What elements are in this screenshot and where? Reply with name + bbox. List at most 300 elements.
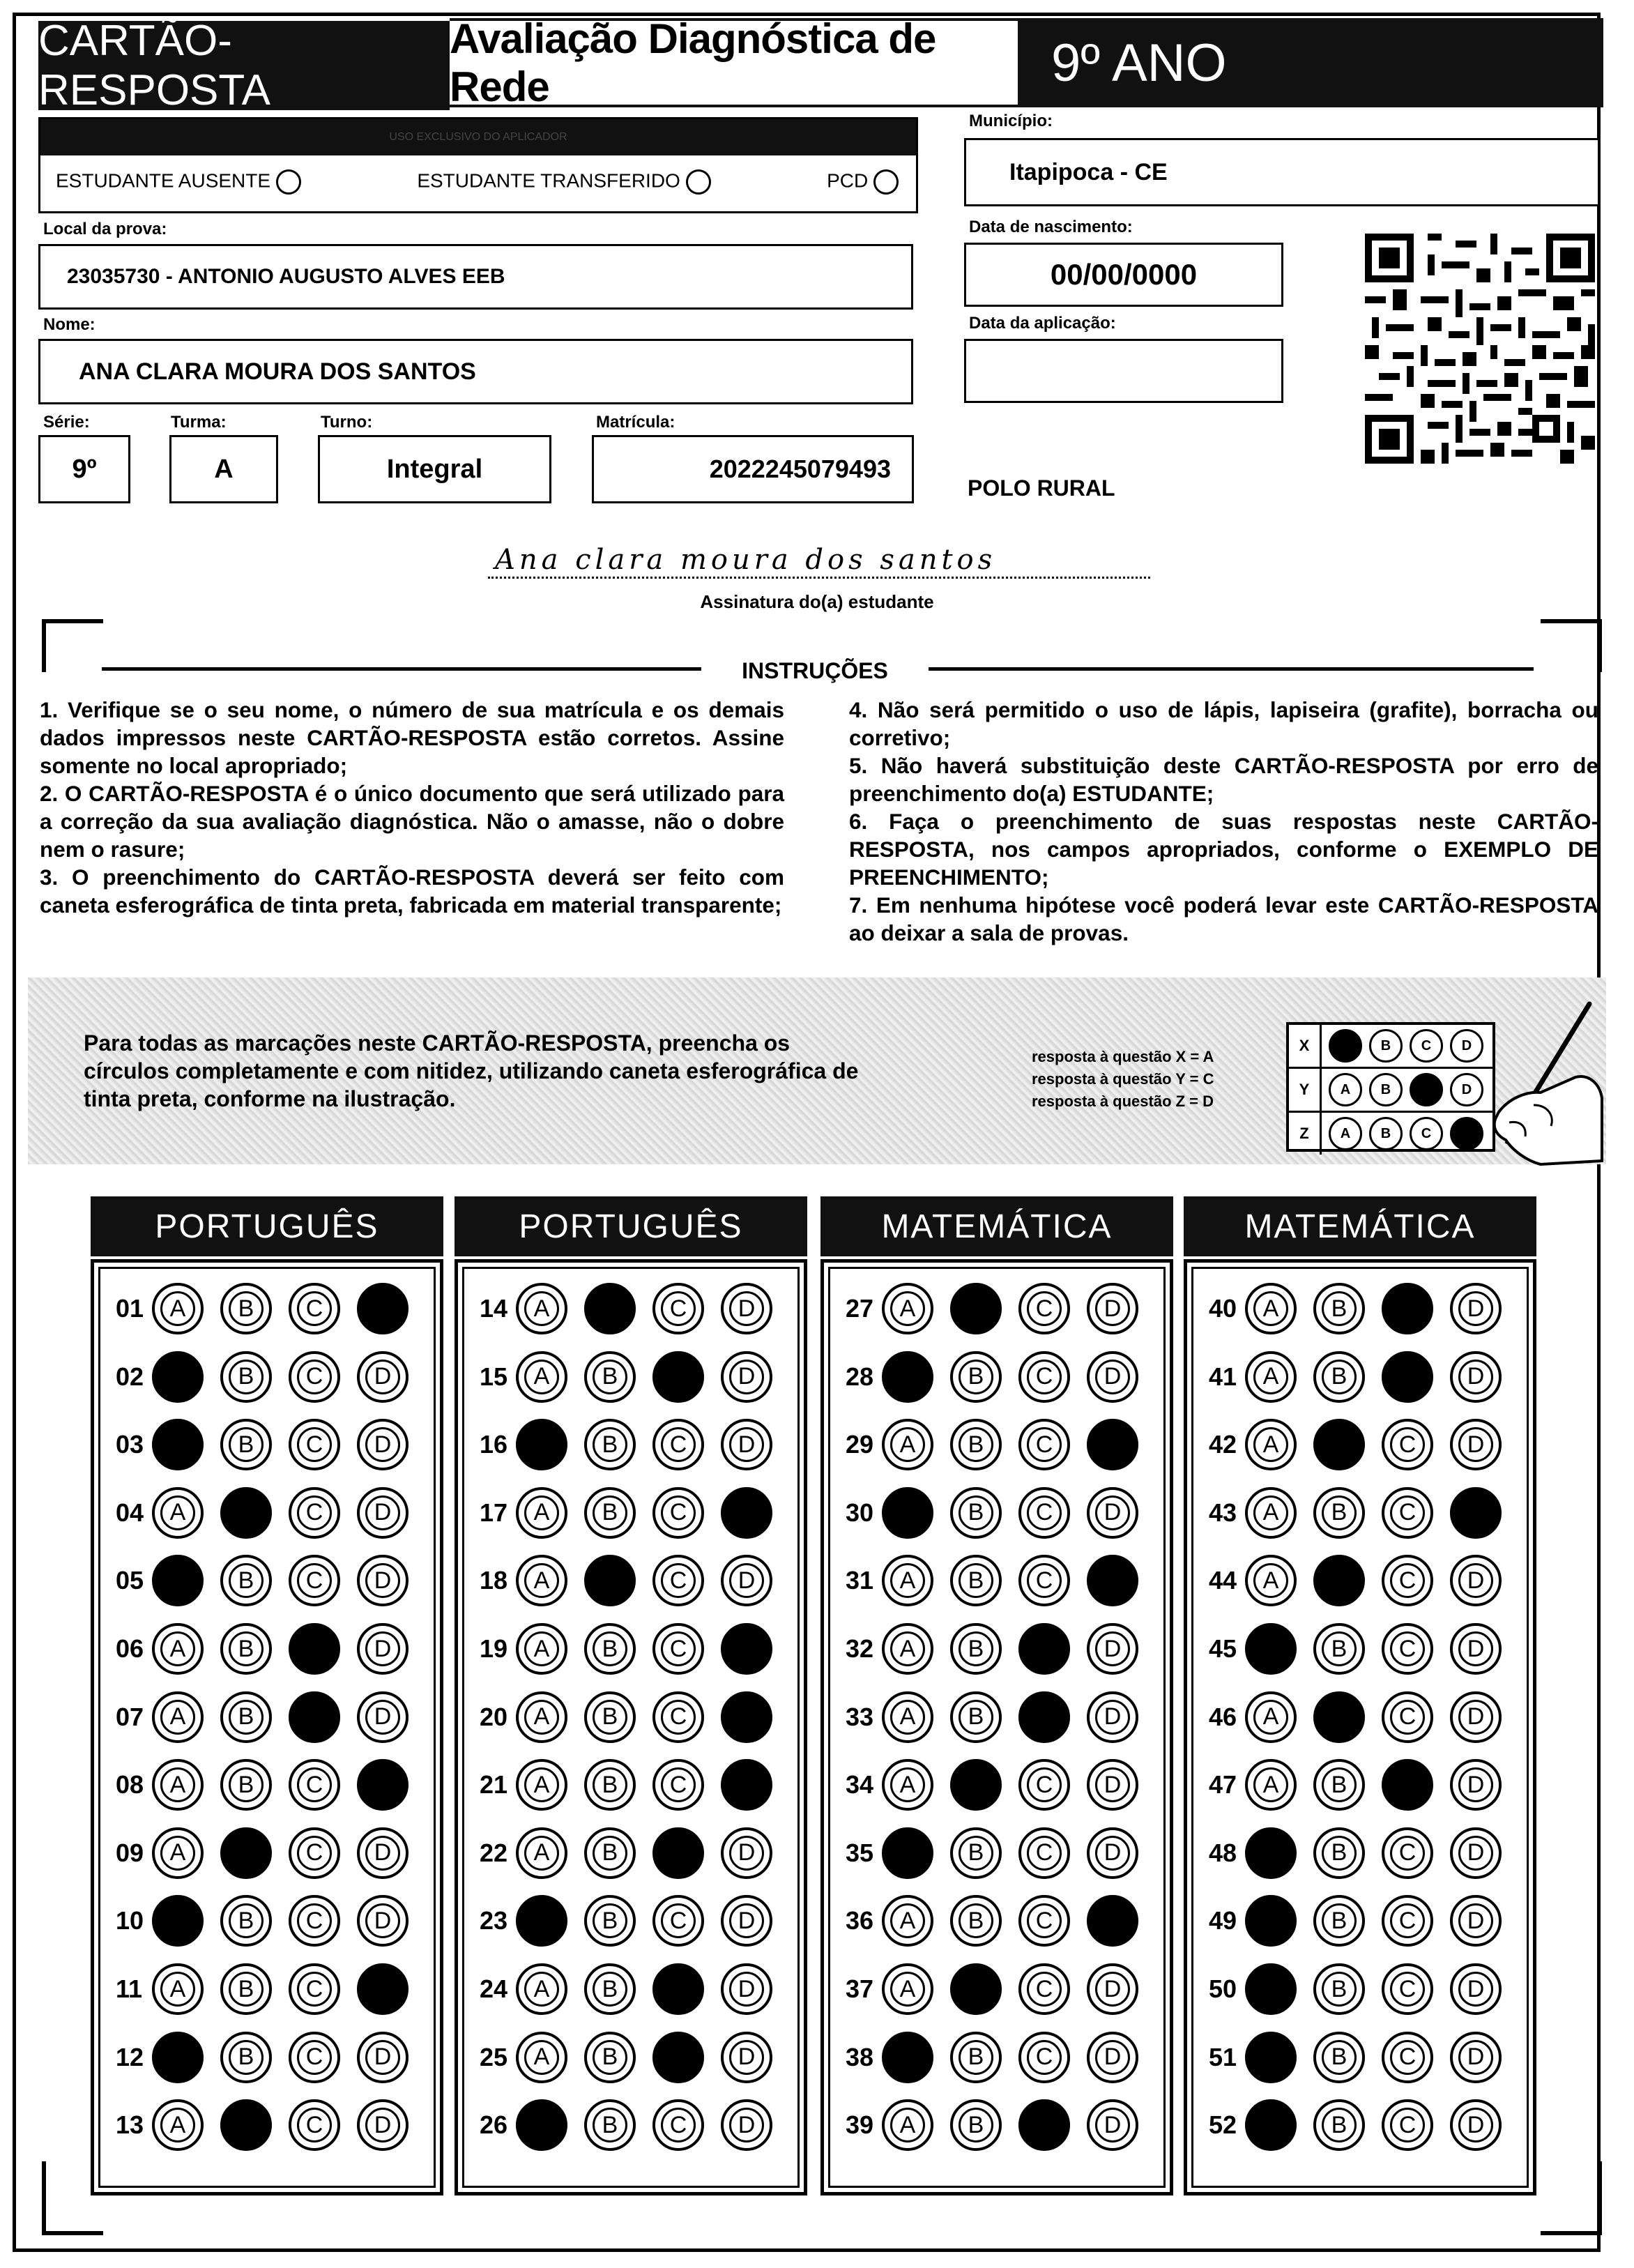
nome-label: Nome: (43, 315, 96, 334)
answer-bubble-b[interactable] (1313, 1759, 1365, 1811)
signature-line[interactable] (488, 542, 1150, 579)
answer-bubble-c[interactable] (289, 1759, 340, 1811)
answer-bubble-d[interactable] (1450, 1623, 1502, 1675)
answer-bubble-d[interactable] (721, 1419, 772, 1470)
bubble-letter: A (890, 1427, 925, 1462)
answer-bubble-c[interactable] (289, 1623, 340, 1675)
answer-bubble-d[interactable] (357, 1419, 408, 1470)
answer-bubble-d[interactable] (1087, 2032, 1138, 2083)
answer-bubble-d[interactable] (1450, 2032, 1502, 2083)
answer-bubble-c[interactable] (652, 1623, 704, 1675)
answer-bubble-c[interactable] (652, 2032, 704, 2083)
answer-bubble-b[interactable] (950, 2032, 1002, 2083)
answer-bubble-b[interactable] (950, 1351, 1002, 1403)
answer-bubble-c[interactable] (652, 1895, 704, 1947)
bubble-letter: B (229, 1903, 264, 1938)
bubble-letter: A (160, 1767, 195, 1802)
answer-bubble-c[interactable] (289, 1487, 340, 1539)
question-row (480, 2032, 789, 2083)
question-number: 16 (480, 1430, 508, 1459)
bubble-letter: C (297, 1972, 332, 2007)
answer-bubble-b[interactable] (220, 1555, 272, 1606)
answer-bubble-d[interactable] (1450, 1555, 1502, 1606)
answer-bubble-a[interactable] (1245, 1623, 1297, 1675)
question-number: 31 (846, 1566, 874, 1595)
answer-bubble-c[interactable] (289, 1555, 340, 1606)
answer-bubble-b[interactable] (950, 1487, 1002, 1539)
answer-bubble-d[interactable] (1450, 2099, 1502, 2151)
bubble-letter: C (1390, 2040, 1425, 2075)
answer-bubble-c[interactable] (1018, 1283, 1070, 1334)
answer-bubble-b[interactable] (1313, 2032, 1365, 2083)
answer-bubble-d[interactable] (357, 1963, 408, 2015)
bubble-letter: D (1095, 1360, 1130, 1394)
answer-bubble-a[interactable] (152, 2032, 204, 2083)
answer-bubble-d[interactable] (1450, 1351, 1502, 1403)
answer-bubble-d[interactable] (1087, 1827, 1138, 1879)
question-row (116, 2032, 425, 2083)
answer-bubble-b[interactable] (220, 1623, 272, 1675)
question-row (1209, 1963, 1518, 2015)
bubble-letter: A (160, 1700, 195, 1735)
answer-bubble-c[interactable] (1018, 1963, 1070, 2015)
answer-bubble-d[interactable] (1087, 1487, 1138, 1539)
answer-bubble-c[interactable] (652, 1691, 704, 1743)
bubble-letter: B (593, 1972, 627, 2007)
answer-bubble-c[interactable] (1382, 1623, 1433, 1675)
bubble-letter: D (365, 2040, 400, 2075)
answer-bubble-c[interactable] (652, 1419, 704, 1470)
answer-bubble-c[interactable] (1018, 1759, 1070, 1811)
answer-bubble-c[interactable] (652, 1555, 704, 1606)
answer-bubble-b[interactable] (1313, 1691, 1365, 1743)
bubble-letter: A (160, 1836, 195, 1871)
answer-bubble-c[interactable] (289, 2032, 340, 2083)
bubble-letter: B (593, 1631, 627, 1666)
answer-bubble-b[interactable] (584, 1555, 636, 1606)
answer-bubble-c[interactable] (1018, 2099, 1070, 2151)
answer-bubble-b[interactable] (220, 1691, 272, 1743)
bubble-letter: B (593, 1836, 627, 1871)
pcd-option[interactable] (827, 169, 899, 195)
answer-bubble-a[interactable] (882, 1555, 933, 1606)
answer-bubble-d[interactable] (1087, 1759, 1138, 1811)
answer-bubble-d[interactable] (721, 1623, 772, 1675)
answer-bubble-c[interactable] (1018, 1419, 1070, 1470)
answer-bubble-a[interactable] (882, 1827, 933, 1879)
answer-bubble-a[interactable] (152, 1283, 204, 1334)
answer-bubble-c[interactable] (1018, 1555, 1070, 1606)
answer-bubble-d[interactable] (721, 1351, 772, 1403)
bubble-letter: C (297, 1903, 332, 1938)
answer-bubble-a[interactable] (516, 2099, 567, 2151)
answer-bubble-b[interactable] (584, 1487, 636, 1539)
answer-bubble-d[interactable] (721, 1283, 772, 1334)
answer-bubble-a[interactable] (1245, 1759, 1297, 1811)
question-number: 14 (480, 1294, 508, 1323)
bubble-letter: D (365, 1836, 400, 1871)
transferred-option[interactable] (417, 169, 710, 195)
answer-bubble-a[interactable] (882, 2032, 933, 2083)
answer-bubble-c[interactable] (289, 1827, 340, 1879)
answer-bubble-a[interactable] (516, 1827, 567, 1879)
answer-bubble-c[interactable] (1382, 1351, 1433, 1403)
answer-bubble-b[interactable] (220, 2099, 272, 2151)
answer-bubble-b[interactable] (220, 1351, 272, 1403)
nome-field (38, 339, 913, 404)
answer-bubble-a[interactable] (882, 1759, 933, 1811)
answer-bubble-b[interactable] (220, 1487, 272, 1539)
answer-bubble-c[interactable] (289, 1351, 340, 1403)
answer-bubble-c[interactable] (1018, 1691, 1070, 1743)
answer-bubble-b[interactable] (1313, 1419, 1365, 1470)
bubble-letter: A (524, 1767, 559, 1802)
answer-bubble-d[interactable] (1087, 2099, 1138, 2151)
question-number: 33 (846, 1702, 874, 1731)
answer-bubble-a[interactable] (516, 1623, 567, 1675)
answer-bubble-a[interactable] (516, 1419, 567, 1470)
serie-label: Série: (43, 413, 90, 432)
answer-bubble-b[interactable] (950, 1963, 1002, 2015)
question-row (480, 1623, 789, 1675)
answer-bubble-b[interactable] (950, 1555, 1002, 1606)
answer-bubble-c[interactable] (289, 1895, 340, 1947)
answer-bubble-a[interactable] (516, 2032, 567, 2083)
bubble-letter: B (959, 1427, 993, 1462)
answer-bubble-a[interactable] (882, 1623, 933, 1675)
answer-bubble-d[interactable] (357, 1487, 408, 1539)
answer-bubble-d[interactable] (1087, 1283, 1138, 1334)
answer-bubble-b[interactable] (584, 1963, 636, 2015)
bubble-letter: D (1095, 1631, 1130, 1666)
answer-bubble-d[interactable] (357, 1283, 408, 1334)
bubble-letter: D (1095, 1700, 1130, 1735)
bubble-letter: C (1027, 1836, 1062, 1871)
answer-bubble-c[interactable] (1382, 2099, 1433, 2151)
bubble-letter: C (1027, 1972, 1062, 2007)
answer-bubble-d[interactable] (721, 2032, 772, 2083)
answer-bubble-a[interactable] (1245, 1691, 1297, 1743)
turma-label: Turma: (171, 413, 227, 432)
bubble-letter: D (1095, 1495, 1130, 1530)
answer-bubble-c[interactable] (1382, 1963, 1433, 2015)
answer-bubble-c[interactable] (1018, 1487, 1070, 1539)
answer-bubble-b[interactable] (950, 1827, 1002, 1879)
answer-bubble-c[interactable] (289, 1283, 340, 1334)
bubble-letter: D (729, 1836, 764, 1871)
bubble-letter: C (1027, 1767, 1062, 1802)
answer-bubble-a[interactable] (882, 1283, 933, 1334)
answer-bubble-c[interactable] (1382, 1827, 1433, 1879)
answer-bubble-a[interactable] (516, 1283, 567, 1334)
answer-bubble-c[interactable] (1382, 1419, 1433, 1470)
question-number: 50 (1209, 1974, 1237, 2003)
answer-bubble-b[interactable] (950, 1759, 1002, 1811)
question-row (846, 1963, 1155, 2015)
example-bubble: B (1369, 1117, 1403, 1150)
answer-bubble-b[interactable] (950, 1419, 1002, 1470)
answer-bubble-b[interactable] (1313, 1351, 1365, 1403)
question-row (846, 1419, 1155, 1470)
answer-bubble-a[interactable] (882, 1691, 933, 1743)
card-title: CARTÃO-RESPOSTA (38, 17, 271, 114)
answer-bubble-d[interactable] (1087, 1419, 1138, 1470)
answer-bubble-a[interactable] (1245, 1827, 1297, 1879)
answer-bubble-a[interactable] (152, 1555, 204, 1606)
bubble-letter: A (1253, 1427, 1288, 1462)
instruction-6: 6. Faça o preenchimento de suas respostas neste CARTÃO-RESPOSTA, nos campos apropriados, conforme o EXEMPLO DE PREENCHIMENTO; (849, 809, 1598, 890)
answer-bubble-b[interactable] (1313, 1963, 1365, 2015)
answer-bubble-b[interactable] (950, 1283, 1002, 1334)
question-number: 34 (846, 1770, 874, 1799)
answer-bubble-a[interactable] (882, 1963, 933, 2015)
answer-bubble-b[interactable] (584, 2099, 636, 2151)
absent-circle[interactable] (276, 169, 301, 195)
answer-bubble-c[interactable] (652, 1283, 704, 1334)
answer-bubble-b[interactable] (220, 1419, 272, 1470)
answer-bubble-a[interactable] (882, 2099, 933, 2151)
answer-bubble-c[interactable] (1382, 1283, 1433, 1334)
answer-bubble-b[interactable] (584, 1691, 636, 1743)
answer-bubble-b[interactable] (1313, 1487, 1365, 1539)
answer-bubble-d[interactable] (1450, 1895, 1502, 1947)
answer-bubble-b[interactable] (220, 1827, 272, 1879)
answer-bubble-b[interactable] (1313, 1555, 1365, 1606)
answer-bubble-c[interactable] (1018, 1623, 1070, 1675)
answer-bubble-b[interactable] (584, 1759, 636, 1811)
answer-bubble-a[interactable] (516, 1895, 567, 1947)
answer-column (820, 1259, 1173, 2195)
answer-bubble-c[interactable] (289, 2099, 340, 2151)
answer-bubble-c[interactable] (1018, 1895, 1070, 1947)
answer-bubble-c[interactable] (289, 1419, 340, 1470)
answer-bubble-c[interactable] (652, 1759, 704, 1811)
question-row (480, 1827, 789, 1879)
answer-bubble-d[interactable] (1087, 1555, 1138, 1606)
answer-bubble-b[interactable] (584, 1419, 636, 1470)
bubble-letter: C (661, 1495, 696, 1530)
answer-bubble-b[interactable] (1313, 1895, 1365, 1947)
bubble-letter: C (661, 1563, 696, 1598)
answer-bubble-c[interactable] (289, 1963, 340, 2015)
example-bubble (1329, 1029, 1362, 1063)
answer-bubble-b[interactable] (220, 1895, 272, 1947)
answer-bubble-d[interactable] (357, 1623, 408, 1675)
answer-bubble-c[interactable] (652, 1351, 704, 1403)
answer-bubble-c[interactable] (652, 1487, 704, 1539)
answer-bubble-b[interactable] (220, 2032, 272, 2083)
question-number: 12 (116, 2042, 144, 2071)
transferred-circle[interactable] (686, 169, 711, 195)
bubble-letter: B (229, 1563, 264, 1598)
question-number: 20 (480, 1702, 508, 1731)
answer-bubble-c[interactable] (652, 2099, 704, 2151)
question-number: 08 (116, 1770, 144, 1799)
answer-bubble-c[interactable] (652, 1963, 704, 2015)
question-number: 49 (1209, 1906, 1237, 1935)
answer-bubble-c[interactable] (289, 1691, 340, 1743)
answer-bubble-a[interactable] (1245, 2099, 1297, 2151)
answer-bubble-c[interactable] (1018, 1827, 1070, 1879)
answer-bubble-c[interactable] (1382, 1759, 1433, 1811)
question-row (1209, 1691, 1518, 1743)
bubble-letter: D (365, 1495, 400, 1530)
answer-bubble-a[interactable] (152, 1419, 204, 1470)
answer-bubble-d[interactable] (1087, 1691, 1138, 1743)
answer-bubble-c[interactable] (1382, 1895, 1433, 1947)
answer-bubble-c[interactable] (1382, 1691, 1433, 1743)
answer-bubble-b[interactable] (1313, 1827, 1365, 1879)
answer-bubble-b[interactable] (584, 1283, 636, 1334)
answer-bubble-a[interactable] (516, 1963, 567, 2015)
answer-bubble-a[interactable] (152, 2099, 204, 2151)
answer-bubble-b[interactable] (1313, 1623, 1365, 1675)
bubble-letter: C (1027, 1495, 1062, 1530)
answer-bubble-d[interactable] (1087, 1623, 1138, 1675)
answer-bubble-c[interactable] (1382, 2032, 1433, 2083)
answer-bubble-a[interactable] (882, 1487, 933, 1539)
answer-bubble-a[interactable] (1245, 1351, 1297, 1403)
aplicacao-field (964, 339, 1283, 403)
answer-bubble-b[interactable] (584, 1623, 636, 1675)
nome-value: ANA CLARA MOURA DOS SANTOS (79, 358, 476, 385)
answer-bubble-a[interactable] (152, 1351, 204, 1403)
bubble-letter: B (229, 1291, 264, 1326)
answer-bubble-d[interactable] (357, 1691, 408, 1743)
answer-bubble-a[interactable] (516, 1351, 567, 1403)
question-number: 38 (846, 2042, 874, 2071)
grade-title: 9º ANO (1051, 33, 1227, 93)
answer-bubble-d[interactable] (1087, 1963, 1138, 2015)
answer-bubble-d[interactable] (721, 1827, 772, 1879)
answer-bubble-a[interactable] (152, 1827, 204, 1879)
answer-bubble-a[interactable] (1245, 1555, 1297, 1606)
answer-bubble-a[interactable] (1245, 1963, 1297, 2015)
answer-bubble-c[interactable] (652, 1827, 704, 1879)
question-row (1209, 1419, 1518, 1470)
answer-bubble-d[interactable] (1450, 1283, 1502, 1334)
answer-bubble-c[interactable] (1382, 1555, 1433, 1606)
answer-bubble-a[interactable] (516, 1759, 567, 1811)
answer-bubble-b[interactable] (584, 2032, 636, 2083)
answer-bubble-d[interactable] (1450, 1963, 1502, 2015)
answer-bubble-a[interactable] (516, 1555, 567, 1606)
answer-bubble-d[interactable] (1450, 1691, 1502, 1743)
answer-bubble-b[interactable] (1313, 1283, 1365, 1334)
answer-bubble-a[interactable] (1245, 1283, 1297, 1334)
question-number: 23 (480, 1906, 508, 1935)
answer-bubble-b[interactable] (220, 1963, 272, 2015)
answer-bubble-b[interactable] (584, 1827, 636, 1879)
question-row (846, 1691, 1155, 1743)
answer-bubble-a[interactable] (152, 1691, 204, 1743)
pcd-circle[interactable] (873, 169, 899, 195)
question-row (116, 1895, 425, 1947)
answer-bubble-a[interactable] (1245, 1487, 1297, 1539)
answer-bubble-d[interactable] (721, 1963, 772, 2015)
bubble-letter: D (1458, 1767, 1493, 1802)
question-number: 47 (1209, 1770, 1237, 1799)
instructions-rule-right (929, 667, 1534, 671)
question-row (1209, 1351, 1518, 1403)
answer-bubble-b[interactable] (220, 1759, 272, 1811)
answer-bubble-b[interactable] (950, 1691, 1002, 1743)
bubble-letter: A (1253, 1495, 1288, 1530)
answer-bubble-d[interactable] (721, 1759, 772, 1811)
answer-bubble-a[interactable] (152, 1963, 204, 2015)
answer-bubble-a[interactable] (882, 1419, 933, 1470)
bubble-letter: A (524, 1360, 559, 1394)
answer-bubble-a[interactable] (152, 1487, 204, 1539)
answer-bubble-a[interactable] (152, 1895, 204, 1947)
bubble-letter: B (1322, 1495, 1357, 1530)
answer-bubble-d[interactable] (357, 1827, 408, 1879)
answer-bubble-b[interactable] (584, 1351, 636, 1403)
answer-bubble-a[interactable] (516, 1487, 567, 1539)
answer-bubble-d[interactable] (1450, 1487, 1502, 1539)
answer-bubble-d[interactable] (1087, 1895, 1138, 1947)
absent-option[interactable] (56, 169, 301, 195)
question-number: 48 (1209, 1838, 1237, 1867)
answer-bubble-d[interactable] (721, 1555, 772, 1606)
bubble-letter: A (524, 1563, 559, 1598)
question-number: 04 (116, 1498, 144, 1527)
answer-bubble-c[interactable] (1018, 1351, 1070, 1403)
bubble-letter: D (365, 1563, 400, 1598)
answer-bubble-c[interactable] (1018, 2032, 1070, 2083)
answer-bubble-b[interactable] (584, 1895, 636, 1947)
answer-bubble-a[interactable] (882, 1895, 933, 1947)
answer-bubble-d[interactable] (1450, 1759, 1502, 1811)
answer-bubble-b[interactable] (950, 1895, 1002, 1947)
answer-bubble-b[interactable] (950, 2099, 1002, 2151)
answer-bubble-a[interactable] (152, 1623, 204, 1675)
answer-bubble-d[interactable] (1087, 1351, 1138, 1403)
answer-bubble-c[interactable] (1382, 1487, 1433, 1539)
answer-bubble-d[interactable] (721, 1487, 772, 1539)
answer-bubble-a[interactable] (516, 1691, 567, 1743)
answer-bubble-d[interactable] (1450, 1827, 1502, 1879)
question-row (846, 1351, 1155, 1403)
answer-bubble-a[interactable] (1245, 1419, 1297, 1470)
grade-band (1018, 18, 1603, 107)
bubble-letter: D (729, 1563, 764, 1598)
answer-bubble-d[interactable] (1450, 1419, 1502, 1470)
answer-bubble-a[interactable] (1245, 2032, 1297, 2083)
answer-bubble-a[interactable] (882, 1351, 933, 1403)
answer-bubble-d[interactable] (357, 1759, 408, 1811)
answer-bubble-b[interactable] (220, 1283, 272, 1334)
answer-bubble-d[interactable] (721, 1895, 772, 1947)
answer-bubble-a[interactable] (1245, 1895, 1297, 1947)
answer-bubble-d[interactable] (357, 1895, 408, 1947)
answer-bubble-d[interactable] (357, 1351, 408, 1403)
question-row (480, 1963, 789, 2015)
answer-bubble-d[interactable] (357, 1555, 408, 1606)
bubble-letter: D (1458, 1700, 1493, 1735)
bubble-letter: A (890, 1767, 925, 1802)
bubble-letter: C (1390, 1903, 1425, 1938)
answer-bubble-d[interactable] (357, 2099, 408, 2151)
answer-bubble-d[interactable] (357, 2032, 408, 2083)
answer-bubble-d[interactable] (721, 2099, 772, 2151)
instruction-2: 2. O CARTÃO-RESPOSTA é o único documento que será utilizado para a correção da sua avaliação diagnóstica. Não o amasse, não o dobre nem o rasure; (40, 781, 784, 862)
answer-bubble-b[interactable] (1313, 2099, 1365, 2151)
answer-bubble-b[interactable] (950, 1623, 1002, 1675)
answer-bubble-d[interactable] (721, 1691, 772, 1743)
answer-bubble-a[interactable] (152, 1759, 204, 1811)
bubble-letter: B (593, 1700, 627, 1735)
